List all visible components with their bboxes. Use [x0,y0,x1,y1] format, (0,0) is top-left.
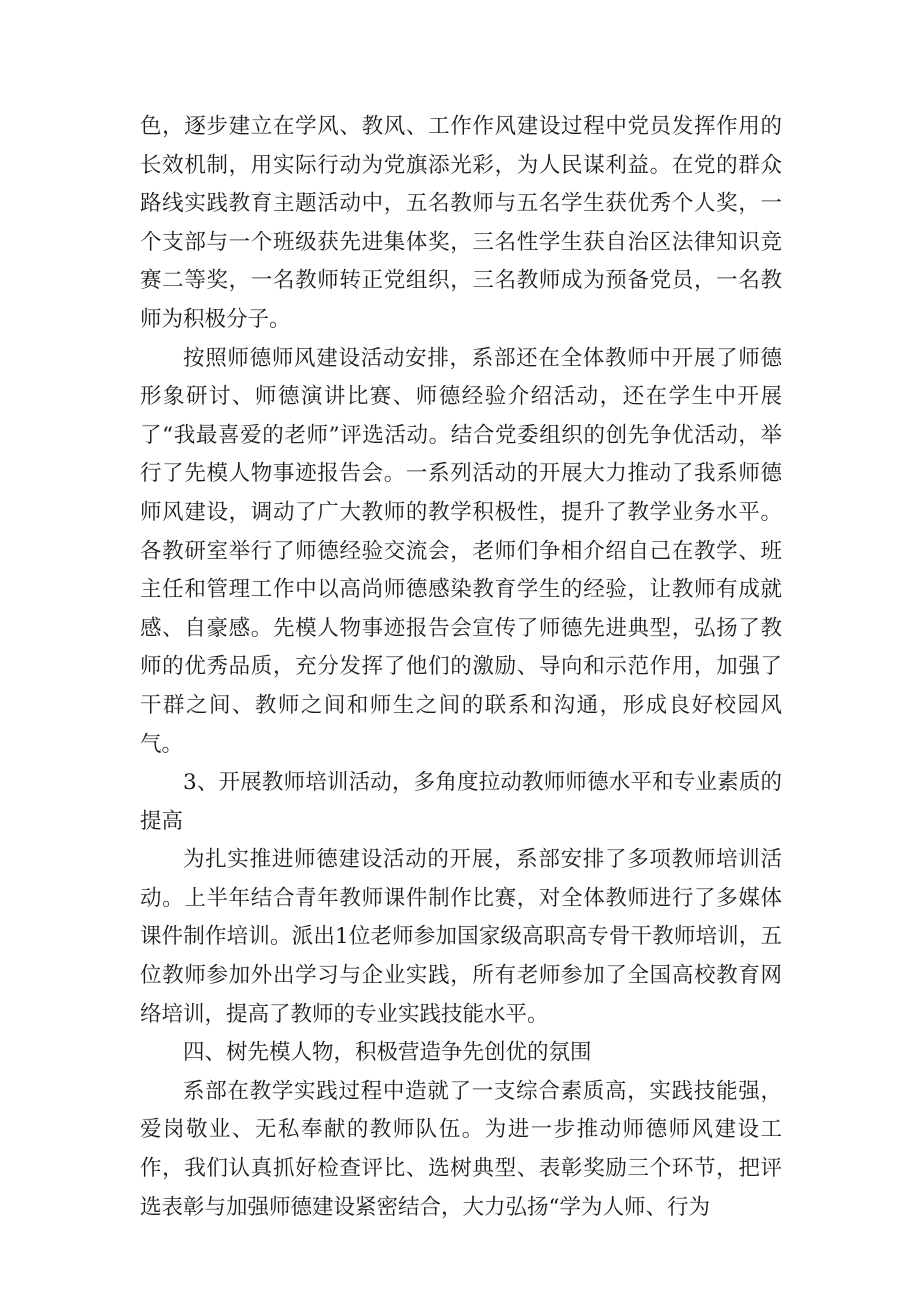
paragraph-teacher-ethics-activities: 按照师德师风建设活动安排，系部还在全体教师中开展了师德形象研讨、师德演讲比赛、师德经验介绍活动，还在学生中开展了“我最喜爱的老师”评选活动。结合党委组织的创先争优活动，举行了先模人物事迹报告会。一系列活动的开展大力推动了我系师德师风建设，调动了广大教师的教学积极性，提升了教学业务水平。各教研室举行了师德经验交流会，老师们争相介绍自己在教学、班主任和管理工作中以高尚师德感染教育学生的经验，让教师有成就感、自豪感。先模人物事迹报告会宣传了师德先进典型，弘扬了教师的优秀品质，充分发挥了他们的激励、导向和示范作用，加强了干群之间、教师之间和师生之间的联系和沟通，形成良好校园风气。 [140,345,782,757]
paragraph-teacher-training: 为扎实推进师德建设活动的开展，系部安排了多项教师培训活动。上半年结合青年教师课件制作比赛，对全体教师进行了多媒体课件制作培训。派出1位老师参加国家级高职高专骨干教师培训，五位教师参加外出学习与企业实践，所有老师参加了全国高校教育网络培训，提高了教师的专业实践技能水平。 [140,847,782,1027]
section-heading-teacher-training: 3、开展教师培训活动，多角度拉动教师师德水平和专业素质的提高 [140,770,782,834]
paragraph-role-models: 系部在教学实践过程中造就了一支综合素质高，实践技能强，爱岗敬业、无私奉献的教师队伍。为进一步推动师德师风建设工作，我们认真抓好检查评比、选树典型、表彰奖励三个环节，把评选表彰与加强师德建设紧密结合，大力弘扬“学为人师、行为 [140,1078,782,1220]
paragraph-party-results: 色，逐步建立在学风、教风、工作作风建设过程中党员发挥作用的长效机制，用实际行动为党旗添光彩，为人民谋利益。在党的群众路线实践教育主题活动中，五名教师与五名学生获优秀个人奖，一个支部与一个班级获先进集体奖，三名性学生获自治区法律知识竞赛二等奖，一名教师转正党组织，三名教师成为预备党员，一名教师为积极分子。 [140,114,782,332]
section-heading-role-models: 四、树先模人物，积极营造争先创优的氛围 [183,1040,592,1066]
document-body [140,108,782,1227]
